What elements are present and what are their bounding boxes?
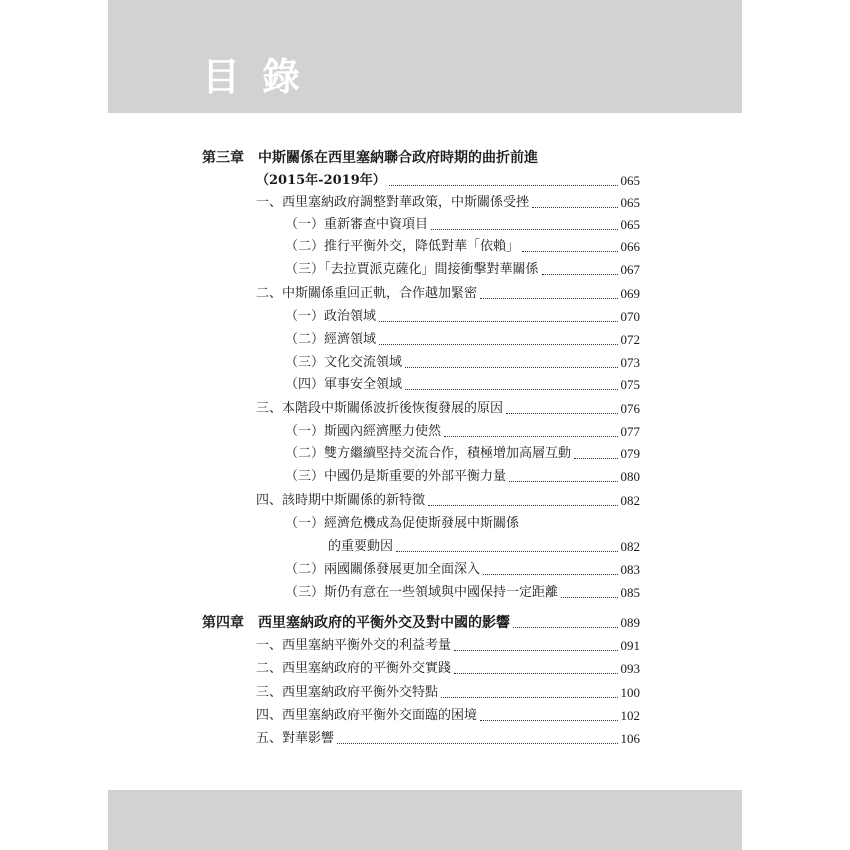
dot-leader bbox=[454, 650, 617, 651]
toc-chapter-4 bbox=[202, 612, 640, 634]
dot-leader bbox=[431, 229, 617, 230]
toc-entry bbox=[285, 559, 640, 581]
entry-title: （三）「去拉賈派克薩化」間接衝擊對華關係 bbox=[285, 262, 539, 277]
page-number: 093 bbox=[620, 661, 640, 676]
page-number: 091 bbox=[620, 638, 640, 653]
page-number: 067 bbox=[620, 262, 640, 277]
dot-leader bbox=[522, 251, 617, 252]
toc-entry bbox=[285, 306, 640, 328]
toc-entry bbox=[256, 682, 640, 704]
dot-leader bbox=[574, 458, 617, 459]
toc-entry bbox=[256, 170, 640, 192]
dot-leader bbox=[513, 627, 618, 628]
dot-leader bbox=[532, 207, 617, 208]
page-number: 069 bbox=[620, 286, 640, 301]
page-number: 065 bbox=[620, 217, 640, 232]
entry-title: 的重要動因 bbox=[328, 539, 394, 554]
chapter-title: 中斯關係在西里塞納聯合政府時期的曲折前進 bbox=[258, 150, 538, 166]
toc-chapter-3 bbox=[202, 147, 670, 169]
toc-entry bbox=[285, 329, 640, 351]
chapter-title: 西里塞納政府的平衡外交及對中國的影響 bbox=[258, 615, 510, 631]
toc-entry bbox=[285, 582, 640, 604]
page-number: 089 bbox=[620, 615, 640, 630]
entry-title: （二）推行平衡外交，降低對華「依賴」 bbox=[285, 239, 520, 254]
entry-title: 二、西里塞納政府的平衡外交實踐 bbox=[256, 661, 452, 676]
dot-leader bbox=[405, 367, 617, 368]
dot-leader bbox=[379, 344, 617, 345]
dot-leader bbox=[379, 321, 617, 322]
page-number: 073 bbox=[620, 355, 640, 370]
toc-entry bbox=[256, 658, 640, 680]
dot-leader bbox=[396, 551, 617, 552]
toc-entry bbox=[285, 236, 640, 258]
toc-entry bbox=[256, 490, 640, 512]
toc-entry bbox=[256, 728, 640, 750]
toc-entry-line bbox=[285, 513, 640, 535]
page-number: 102 bbox=[620, 708, 640, 723]
toc-entry bbox=[285, 259, 640, 281]
page-title: 目錄 bbox=[202, 55, 323, 99]
page-number: 075 bbox=[620, 377, 640, 392]
page-number: 082 bbox=[620, 493, 640, 508]
dot-leader bbox=[542, 274, 618, 275]
page-number: 076 bbox=[620, 401, 640, 416]
dot-leader bbox=[405, 389, 617, 390]
dot-leader bbox=[506, 413, 617, 414]
entry-title: （一）重新審查中資項目 bbox=[285, 217, 429, 232]
dot-leader bbox=[428, 505, 617, 506]
page-number: 080 bbox=[620, 469, 640, 484]
chapter-label: 第三章 bbox=[202, 150, 244, 166]
entry-title: （二）經濟領域 bbox=[285, 332, 377, 347]
toc-entry bbox=[285, 374, 640, 396]
page-number: 082 bbox=[620, 539, 640, 554]
dot-leader bbox=[337, 743, 617, 744]
toc-entry bbox=[256, 283, 640, 305]
entry-title: （一）政治領域 bbox=[285, 309, 377, 324]
toc-entry bbox=[285, 214, 640, 236]
toc-entry bbox=[285, 421, 640, 443]
dot-leader bbox=[561, 597, 617, 598]
page-number: 072 bbox=[620, 332, 640, 347]
entry-title: （二）兩國關係發展更加全面深入 bbox=[285, 562, 481, 577]
entry-title: 三、西里塞納政府平衡外交特點 bbox=[256, 685, 439, 700]
entry-title: 五、對華影響 bbox=[256, 731, 335, 746]
page-number: 065 bbox=[620, 195, 640, 210]
page-number: 070 bbox=[620, 309, 640, 324]
toc-entry bbox=[256, 398, 640, 420]
chapter-label: 第四章 bbox=[202, 615, 244, 631]
toc-entry bbox=[328, 536, 640, 558]
entry-title: （三）中國仍是斯重要的外部平衡力量 bbox=[285, 469, 507, 484]
page-number: 083 bbox=[620, 562, 640, 577]
dot-leader bbox=[480, 720, 617, 721]
toc-entry bbox=[285, 443, 640, 465]
toc-entry bbox=[256, 635, 640, 657]
page-number: 077 bbox=[620, 424, 640, 439]
dot-leader bbox=[509, 481, 617, 482]
dot-leader bbox=[454, 673, 617, 674]
page-number: 085 bbox=[620, 585, 640, 600]
entry-title: （2015年-2019年） bbox=[256, 173, 386, 188]
entry-title: （四）軍事安全領域 bbox=[285, 377, 403, 392]
dot-leader bbox=[441, 697, 617, 698]
toc-entry bbox=[285, 466, 640, 488]
toc-entry bbox=[256, 192, 640, 214]
page-number: 100 bbox=[620, 685, 640, 700]
page-number: 066 bbox=[620, 239, 640, 254]
entry-title: （三）文化交流領域 bbox=[285, 355, 403, 370]
entry-title: （二）雙方繼續堅持交流合作，積極增加高層互動 bbox=[285, 446, 572, 461]
dot-leader bbox=[444, 436, 617, 437]
dot-leader bbox=[389, 185, 618, 186]
entry-title: 二、中斯關係重回正軌，合作越加緊密 bbox=[256, 286, 478, 301]
dot-leader bbox=[480, 298, 617, 299]
page-number: 065 bbox=[620, 173, 640, 188]
toc-entry bbox=[285, 352, 640, 374]
entry-title: 一、西里塞納政府調整對華政策，中斯關係受挫 bbox=[256, 195, 530, 210]
entry-title: 四、西里塞納政府平衡外交面臨的困境 bbox=[256, 708, 478, 723]
entry-title: 一、西里塞納平衡外交的利益考量 bbox=[256, 638, 452, 653]
entry-title: （一）斯國內經濟壓力使然 bbox=[285, 424, 442, 439]
dot-leader bbox=[483, 574, 617, 575]
entry-title: （三）斯仍有意在一些領域與中國保持一定距離 bbox=[285, 585, 559, 600]
entry-title: 三、本階段中斯關係波折後恢復發展的原因 bbox=[256, 401, 504, 416]
entry-title: 四、該時期中斯關係的新特徵 bbox=[256, 493, 426, 508]
entry-title: （一）經濟危機成為促使斯發展中斯關係 bbox=[285, 516, 520, 531]
toc-entry bbox=[256, 705, 640, 727]
page-number: 106 bbox=[620, 731, 640, 746]
page-number: 079 bbox=[620, 446, 640, 461]
